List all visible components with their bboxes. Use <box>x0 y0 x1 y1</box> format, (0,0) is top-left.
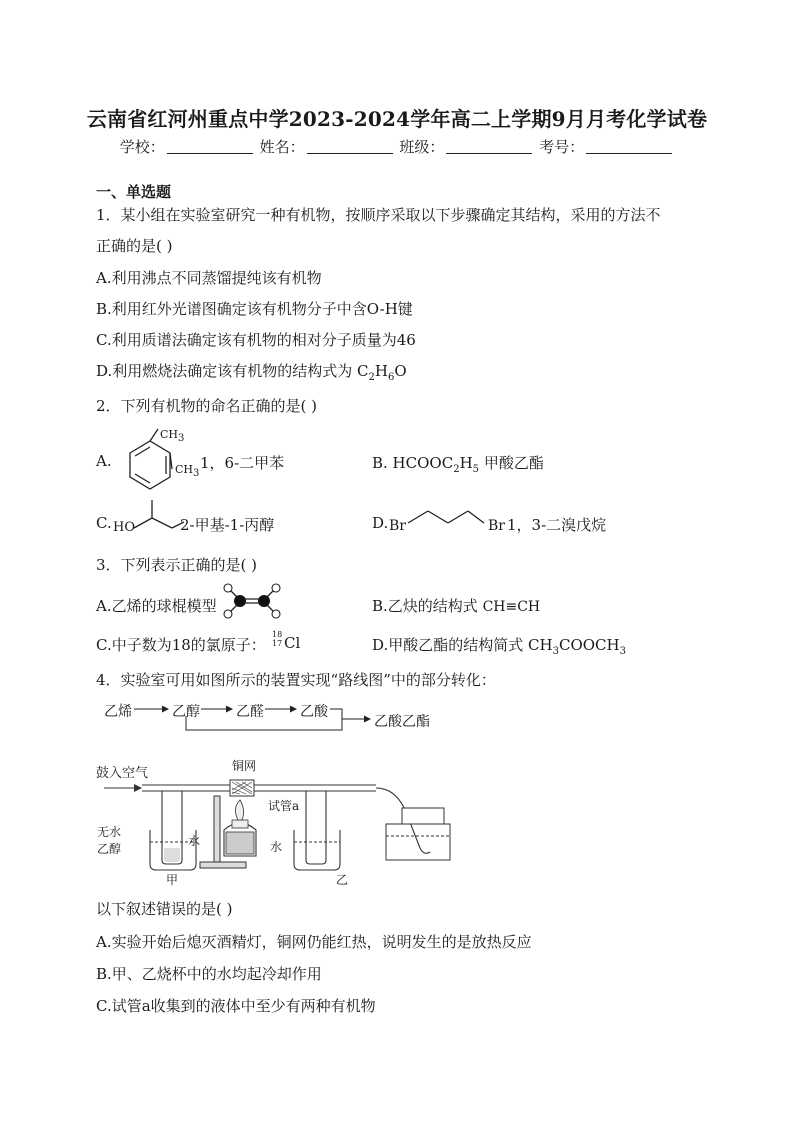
q1-option-b: B.利用红外光谱图确定该有机物分子中含O-H键 <box>96 300 413 318</box>
label-yi: 乙 <box>336 873 349 887</box>
label-anhydrous: 无水 <box>97 825 122 839</box>
q2-a-ch3-sub: 3 <box>178 433 185 445</box>
q3-c-atomic-number: 17 <box>272 639 283 648</box>
q1-stem-line1: 1．某小组在实验室研究一种有机物，按顺序采取以下步骤确定其结构，采用的方法不 <box>96 206 661 224</box>
q1-d-sub1: 2 <box>368 372 375 383</box>
q4-question: 以下叙述错误的是( ) <box>96 900 233 918</box>
route-ethyl-acetate: 乙酸乙酯 <box>374 714 430 730</box>
q3-b-formula: CH≡CH <box>482 599 541 615</box>
q2-b-mid: H <box>459 454 473 472</box>
route-ethanol: 乙醇 <box>172 704 200 720</box>
q3-stem: 3．下列表示正确的是( ) <box>96 556 258 574</box>
q2-a-ch3-text: CH <box>160 428 179 441</box>
section-heading: 一、单选题 <box>96 183 172 201</box>
q3-c-symbol: Cl <box>284 634 301 652</box>
route-acetaldehyde: 乙醛 <box>236 704 264 720</box>
q4-option-c: C.试管a收集到的液体中至少有两种有机物 <box>96 997 376 1015</box>
q1-d-mid: H <box>374 362 388 380</box>
q2-b-sub2: 5 <box>472 464 480 475</box>
route-ethylene: 乙烯 <box>104 704 132 720</box>
q3-c-prefix: C.中子数为18的氯原子： <box>96 636 266 654</box>
class-label: 班级： <box>399 138 445 156</box>
label-water-1: 水 <box>188 834 201 848</box>
apparatus-diagram <box>96 752 456 892</box>
q3-d-sub: 3 <box>552 646 559 657</box>
q3-c-mass-number: 18 <box>272 630 283 639</box>
label-jia: 甲 <box>166 873 179 887</box>
q2-b-sub: 2 <box>453 464 460 475</box>
q1-stem-line2: 正确的是( ) <box>96 237 173 255</box>
name-label: 姓名： <box>259 138 305 156</box>
q3-d-mid: COOCH <box>558 636 620 654</box>
q2-option-a-name: 1，6-二甲苯 <box>200 454 285 472</box>
q3-option-a: A.乙烯的球棍模型 <box>96 597 217 615</box>
q4-option-a: A.实验开始后熄灭酒精灯，铜网仍能红热，说明发生的是放热反应 <box>96 933 532 951</box>
q1-option-a: A.利用沸点不同蒸馏提纯该有机物 <box>96 269 322 287</box>
q2-b-prefix: B. HCOOC <box>372 454 454 472</box>
q1-d-prefix: D.利用燃烧法确定该有机物的结构式为 C <box>96 362 369 380</box>
school-label: 学校： <box>119 138 165 156</box>
label-ethanol: 乙醇 <box>97 842 122 856</box>
q4-stem: 4．实验室可用如图所示的装置实现“路线图”中的部分转化： <box>96 671 496 689</box>
q2-b-suffix: 甲酸乙酯 <box>479 454 544 472</box>
route-acetic-acid: 乙酸 <box>300 704 328 720</box>
q2-a-ch3-text-2: CH <box>175 463 194 476</box>
q2-stem: 2．下列有机物的命名正确的是( ) <box>96 397 318 415</box>
q2-option-a-label: A. <box>96 452 112 470</box>
q2-option-c-label: C. <box>96 514 112 532</box>
q3-d-prefix: D.甲酸乙酯的结构简式 CH <box>372 636 553 654</box>
q2-option-d-name: 1，3-二溴戊烷 <box>507 516 607 534</box>
exam-title: 云南省红河州重点中学2023-2024学年高二上学期9月月考化学试卷 <box>86 107 708 131</box>
q4-option-b: B.甲、乙烧杯中的水均起冷却作用 <box>96 965 322 983</box>
label-water-2: 水 <box>270 840 283 854</box>
label-tube-a: 试管a <box>268 799 300 813</box>
number-label: 考号： <box>539 138 585 156</box>
q2-a-ch3-sub-2: 3 <box>193 468 200 480</box>
label-copper-mesh: 铜网 <box>232 759 257 773</box>
q2-option-c-name: 2-甲基-1-丙醇 <box>180 516 275 534</box>
q2-c-ho: HO <box>113 520 135 535</box>
q2-d-br-right: Br <box>488 518 505 534</box>
q3-d-sub2: 3 <box>619 646 626 657</box>
q2-d-br-left: Br <box>389 518 406 534</box>
label-air-in: 鼓入空气 <box>96 766 149 781</box>
q3-b-prefix: B.乙炔的结构式 <box>372 597 483 615</box>
q2-option-d-label: D. <box>372 514 389 532</box>
q1-option-c: C.利用质谱法确定该有机物的相对分子质量为46 <box>96 331 416 349</box>
q1-d-suffix: O <box>394 362 407 380</box>
q1-d-sub2: 6 <box>387 372 395 383</box>
